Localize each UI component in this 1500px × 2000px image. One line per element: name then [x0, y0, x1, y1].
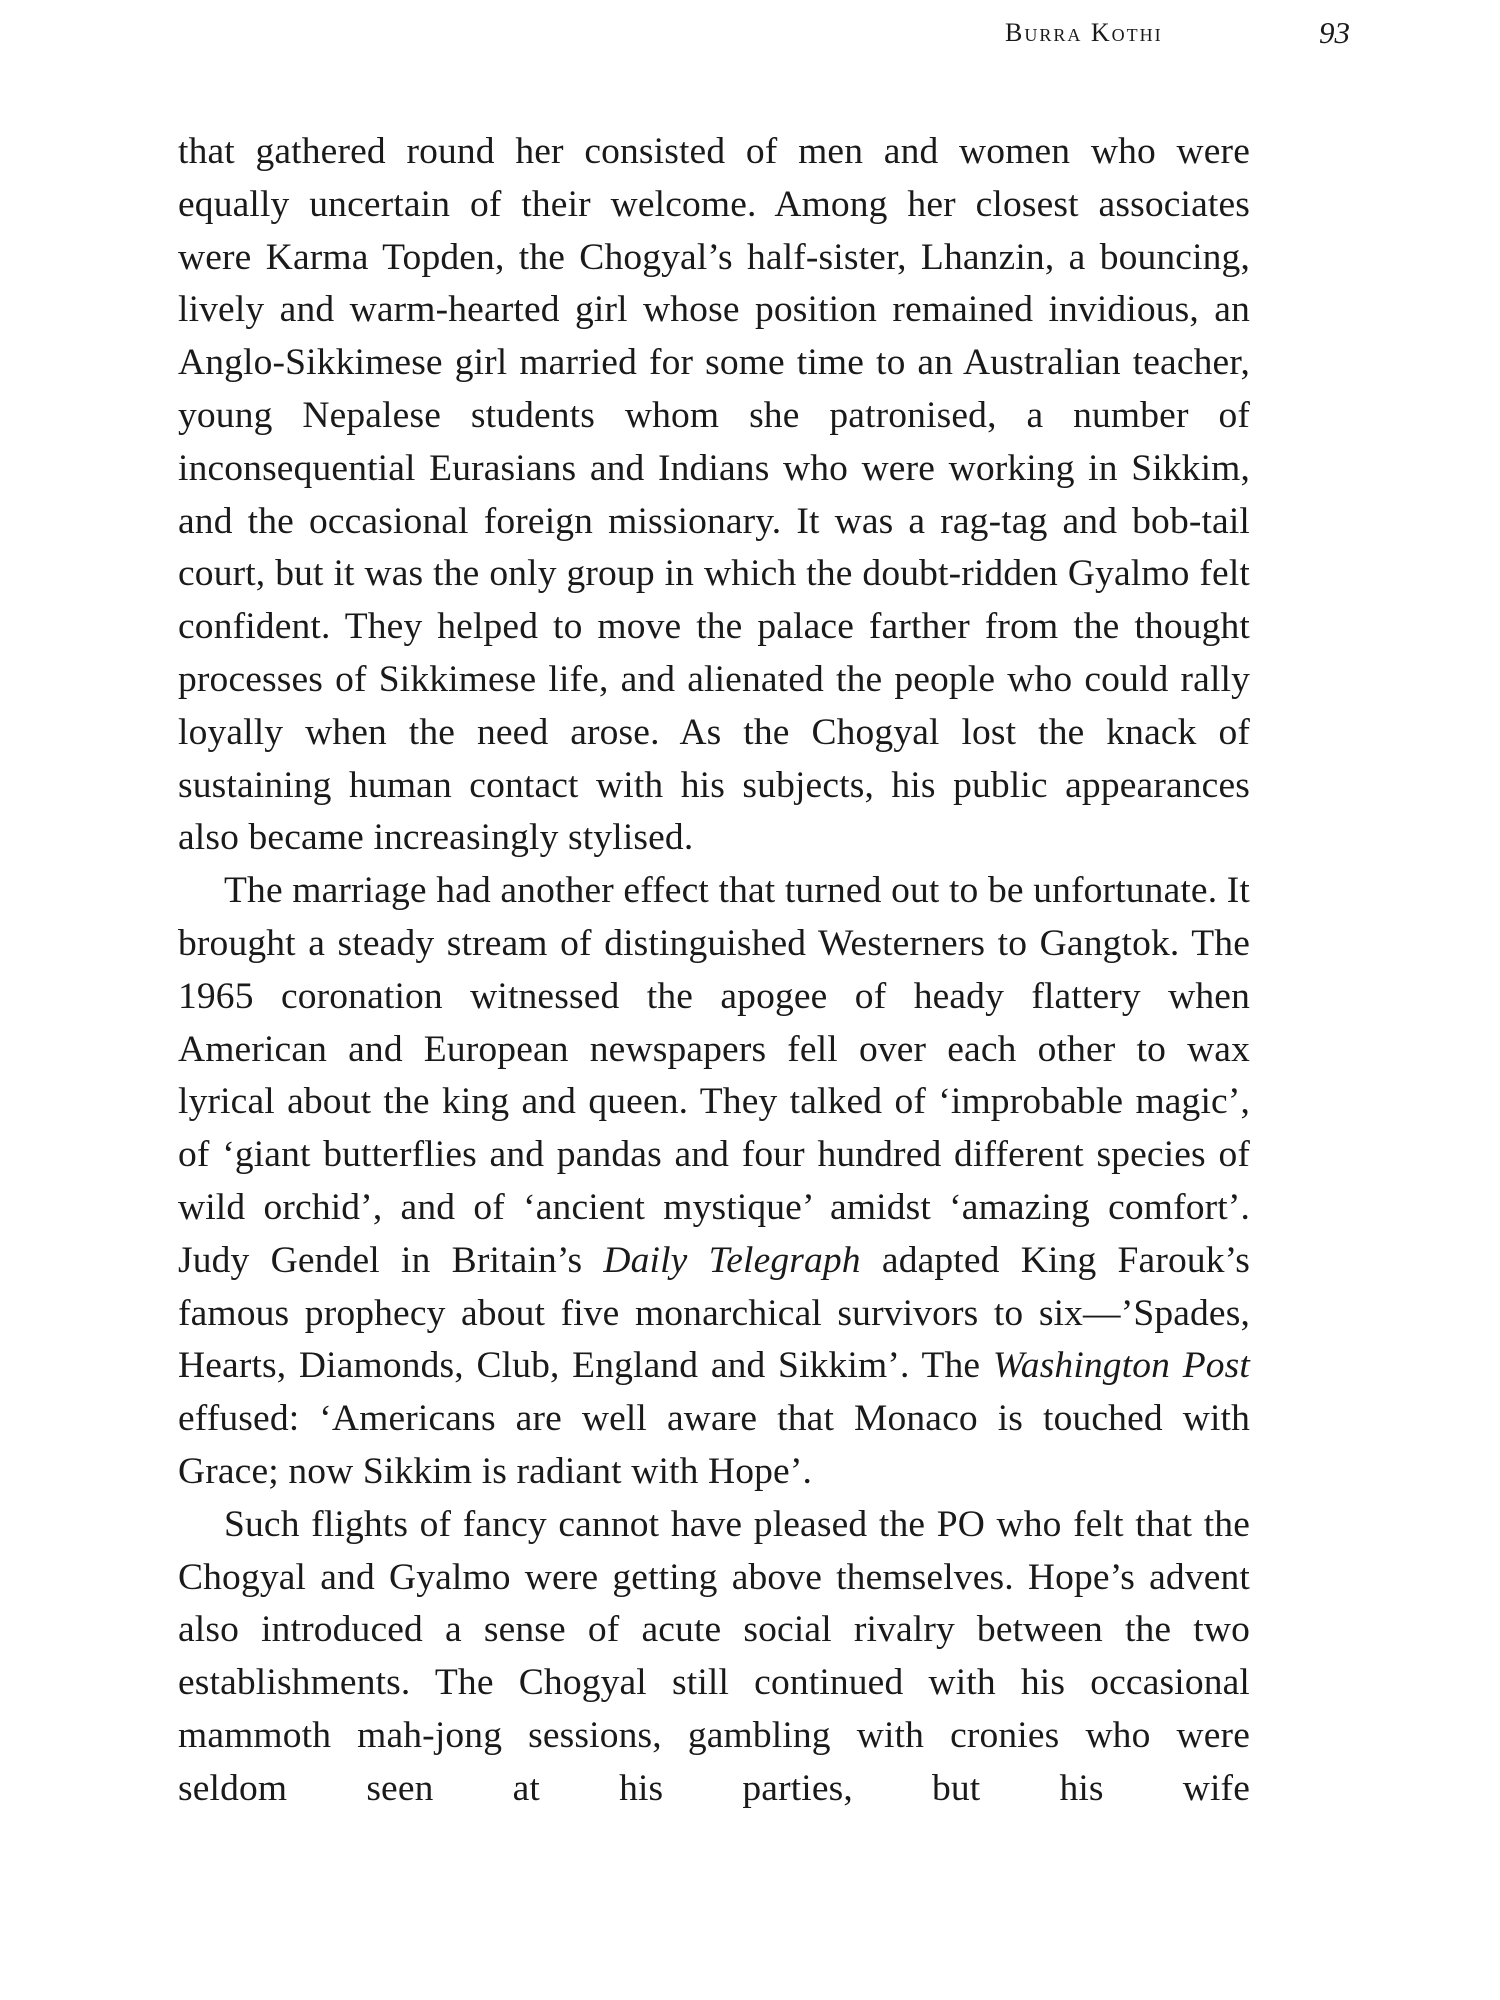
paragraph-3: Such flights of fancy cannot have pleased the PO who felt that the Chogyal and Gyalmo were getting above themselves. Hope’s advent also introduced a sense of acute social rivalry between the two establishments. The Chogyal still continued with his occasional mammoth mah-jong sessions, gambling with cronies who were seldom seen at his parties, but his wife [178, 1503, 1250, 1809]
paragraph-2 [178, 865, 1250, 1499]
running-head [1005, 8, 1350, 58]
paragraph-1: that gathered round her consisted of men and women who were equally uncertain of their welcome. Among her closest associates were Karma Topden, the Chogyal’s half-sister, Lhanzin, a bouncing, lively and warm-hearted girl whose position remained invidious, an Anglo-Sikkimese girl married for some time to an Australian teacher, young Nepalese students whom she patronised, a number of inconsequential Eurasians and Indians who were working in Sikkim, and the occasional foreign missionary. It was a rag-tag and bob-tail court, but it was the only group in which the doubt-ridden Gyalmo felt confident. They helped to move the palace farther from the thought processes of Sikkimese life, and alienated the people who could rally loyally when the need arose. As the Chogyal lost the knack of sustaining human contact with his subjects, his public appearances also became increasingly stylised. [178, 131, 1250, 859]
paragraph-2-text-a: The marriage had another effect that turned out to be unfortunate. It brought a steady stream of distinguished Westerners to Gangtok. The 1965 coronation witnessed the apogee of heady flattery when American and European newspapers fell over each other to wax lyrical about the king and queen. They talked of ‘improbable magic’, of ‘giant butterflies and pandas and four hundred different species of wild orchid’, and of ‘ancient mystique’ amidst ‘amazing comfort’. Judy Gendel in Britain’s [178, 870, 1250, 1281]
paragraph-2-text-c: effused: ‘Americans are well aware that Monaco is touched with Grace; now Sikkim is radiant with Hope’. [178, 1398, 1250, 1492]
newspaper-title-washington-post: Washington Post [992, 1345, 1250, 1387]
paragraph-2-text-b: adapted King Farouk’s famous prophecy about five monarchical survivors to six—’Spades, Hearts, Diamonds, Club, England and Sikkim’. The [178, 1239, 1250, 1387]
page-number: 93 [1319, 15, 1350, 50]
running-title: Burra Kothi [1005, 18, 1163, 47]
newspaper-title-daily-telegraph: Daily Telegraph [603, 1239, 861, 1281]
body-text [178, 126, 1250, 1816]
